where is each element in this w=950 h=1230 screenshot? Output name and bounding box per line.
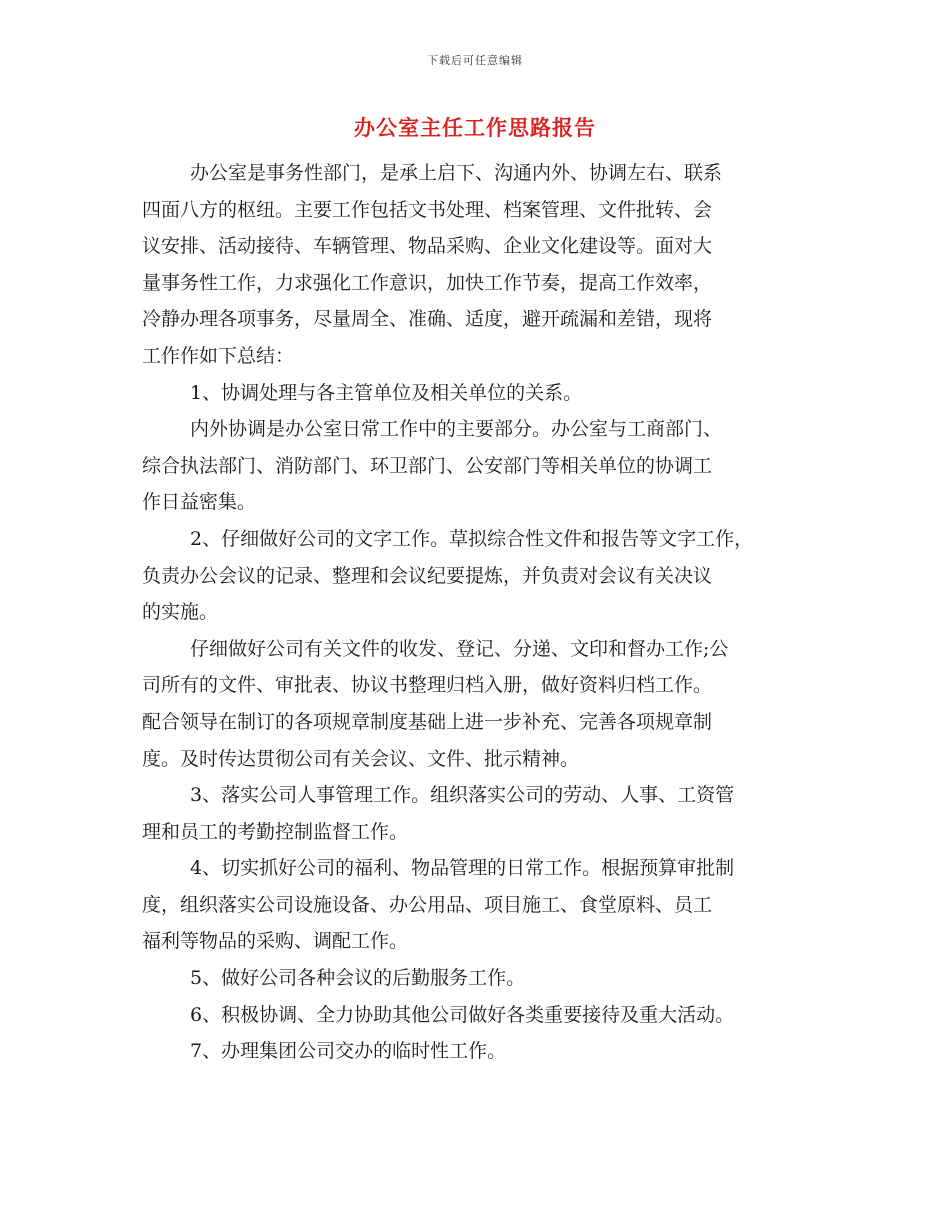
text-line: 7、办理集团公司交办的临时性工作。 (190, 1040, 507, 1063)
text-line: 综合执法部门、消防部门、环卫部门、公安部门等相关单位的协调工 (142, 454, 713, 477)
text-line: 5、做好公司各种会议的后勤服务工作。 (190, 967, 526, 990)
text-line: 6、积极协调、全力协助其他公司做好各类重要接待及重大活动。 (190, 1003, 735, 1026)
text-line: 理和员工的考勤控制监督工作。 (142, 820, 409, 843)
text-line: 四面八方的枢纽。主要工作包括文书处理、档案管理、文件批转、会 (142, 198, 713, 221)
text-line: 司所有的文件、审批表、协议书整理归档入册，做好资料归档工作。 (142, 674, 713, 697)
text-line: 工作作如下总结： (142, 344, 295, 367)
text-line: 福利等物品的采购、调配工作。 (142, 930, 409, 953)
text-line: 负责办公会议的记录、整理和会议纪要提炼，并负责对会议有关决议 (142, 564, 713, 587)
text-line: 3、落实公司人事管理工作。组织落实公司的劳动、人事、工资管 (190, 784, 735, 807)
text-line: 的实施。 (142, 601, 219, 624)
document-body (142, 155, 810, 1070)
text-line: 作日益密集。 (142, 491, 257, 514)
text-line: 度。及时传达贯彻公司有关会议、文件、批示精神。 (142, 747, 580, 770)
text-line: 配合领导在制订的各项规章制度基础上进一步补充、完善各项规章制 (142, 710, 713, 733)
text-line: 仔细做好公司有关文件的收发、登记、分递、文印和督办工作;公 (190, 637, 729, 660)
text-line: 冷静办理各项事务，尽量周全、准确、适度，避开疏漏和差错，现将 (142, 308, 713, 331)
text-line: 1、协调处理与各主管单位及相关单位的关系。 (190, 381, 583, 404)
text-line: 办公室是事务性部门，是承上启下、沟通内外、协调左右、联系 (190, 162, 723, 184)
text-line: 量事务性工作，力求强化工作意识，加快工作节奏，提高工作效率， (142, 271, 713, 294)
text-line: 2、仔细做好公司的文字工作。草拟综合性文件和报告等文字工作， (190, 527, 754, 550)
text-line: 内外协调是办公室日常工作中的主要部分。办公室与工商部门、 (190, 418, 723, 441)
text-line: 4、切实抓好公司的福利、物品管理的日常工作。根据预算审批制 (190, 857, 735, 880)
header-note: 下载后可任意编辑 (427, 54, 523, 67)
document-title: 办公室主任工作思路报告 (354, 116, 596, 140)
text-line: 度，组织落实公司设施设备、办公用品、项目施工、食堂原料、员工 (142, 893, 713, 916)
text-line: 议安排、活动接待、车辆管理、物品采购、企业文化建设等。面对大 (142, 235, 713, 258)
